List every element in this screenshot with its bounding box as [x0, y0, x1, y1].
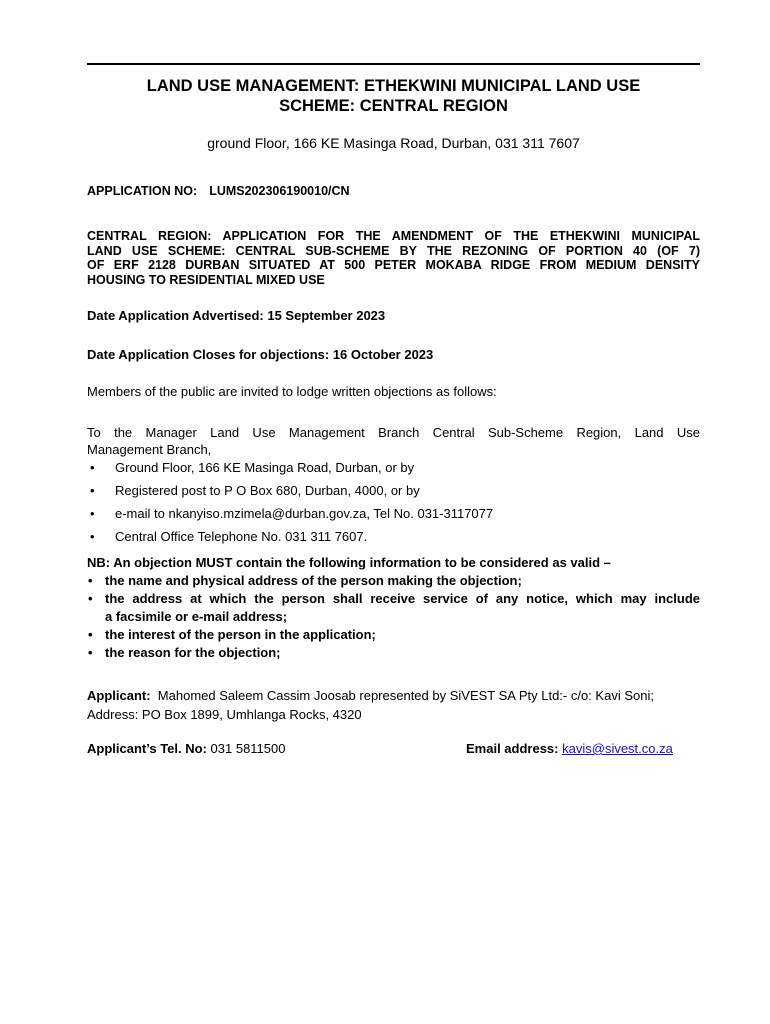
requirement-text: the address at which the person shall receive service of any notice, which may include — [105, 591, 700, 606]
requirement-text: the interest of the person in the application; — [105, 627, 376, 642]
applicant-line — [87, 686, 700, 705]
applicant-tel-value: 031 5811500 — [210, 741, 286, 756]
applicant-block — [87, 686, 700, 724]
subject-line-2: LAND USE SCHEME: CENTRAL SUB-SCHEME BY THE REZONING OF PORTION 40 (OF 7) — [87, 243, 700, 258]
list-item — [87, 528, 700, 551]
list-item — [87, 626, 700, 644]
application-number — [87, 183, 350, 199]
method-text: Central Office Telephone No. 031 311 7607. — [115, 529, 368, 544]
objection-requirements-list — [87, 572, 700, 662]
applicant-label: Applicant: — [87, 688, 151, 703]
objection-methods-list — [87, 459, 700, 551]
date-closes: Date Application Closes for objections: 16 October 2023 — [87, 347, 434, 362]
applicant-tel-label: Applicant’s Tel. No: — [87, 741, 207, 756]
list-item — [87, 590, 700, 626]
requirement-text: the reason for the objection; — [105, 645, 281, 660]
bullet-icon: • — [90, 506, 95, 521]
applicant-email-label: Email address: — [466, 741, 559, 756]
subject-line-3: OF ERF 2128 DURBAN SITUATED AT 500 PETER MOKABA RIDGE FROM MEDIUM DENSITY — [87, 258, 700, 272]
objections-recipient — [87, 424, 700, 458]
date-advertised: Date Application Advertised: 15 September 2023 — [87, 308, 386, 323]
applicant-email-link[interactable]: kavis@sivest.co.za — [562, 741, 673, 756]
method-text: Ground Floor, 166 KE Masinga Road, Durban, or by — [115, 460, 415, 475]
title-line-1: LAND USE MANAGEMENT: ETHEKWINI MUNICIPAL LAND USE — [146, 77, 641, 95]
top-rule-divider — [87, 63, 700, 65]
nb-heading: NB: An objection MUST contain the following information to be considered as valid – — [87, 555, 611, 570]
applicant-contact-row — [87, 740, 700, 757]
bullet-icon: • — [88, 573, 93, 588]
document-title — [87, 76, 700, 116]
recipient-line-2: Management Branch, — [87, 442, 212, 457]
method-text: e-mail to nkanyiso.mzimela@durban.gov.za, Tel No. 031-3117077 — [115, 506, 494, 521]
subject-line-4: HOUSING TO RESIDENTIAL MIXED USE — [87, 272, 325, 287]
application-subject — [87, 229, 700, 287]
list-item — [87, 644, 700, 662]
list-item — [87, 482, 700, 505]
list-item — [87, 459, 700, 482]
title-line-2: SCHEME: CENTRAL REGION — [279, 97, 508, 115]
subject-line-1: CENTRAL REGION: APPLICATION FOR THE AMENDMENT OF THE ETHEKWINI MUNICIPAL — [87, 229, 700, 243]
list-item — [87, 572, 700, 590]
applicant-tel — [87, 741, 285, 756]
office-address: ground Floor, 166 KE Masinga Road, Durban, 031 311 7607 — [207, 135, 580, 151]
recipient-line-1: To the Manager Land Use Management Branch Central Sub-Scheme Region, Land Use — [87, 425, 700, 440]
applicant-email — [466, 740, 673, 757]
requirement-text-continued: a facsimile or e-mail address; — [105, 609, 288, 624]
objections-intro: Members of the public are invited to lodge written objections as follows: — [87, 384, 497, 399]
application-number-value: LUMS202306190010/CN — [209, 184, 350, 198]
application-number-label: APPLICATION NO: — [87, 184, 198, 198]
bullet-icon: • — [90, 529, 95, 544]
list-item — [87, 505, 700, 528]
bullet-icon: • — [90, 460, 95, 475]
requirement-text: the name and physical address of the person making the objection; — [105, 573, 522, 588]
bullet-icon: • — [88, 627, 93, 642]
applicant-details: Mahomed Saleem Cassim Joosab represented by SiVEST SA Pty Ltd:- c/o: Kavi Soni; — [157, 688, 654, 703]
bullet-icon: • — [88, 591, 93, 606]
bullet-icon: • — [88, 645, 93, 660]
applicant-address: Address: PO Box 1899, Umhlanga Rocks, 4320 — [87, 707, 362, 722]
method-text: Registered post to P O Box 680, Durban, 4000, or by — [115, 483, 420, 498]
bullet-icon: • — [90, 483, 95, 498]
